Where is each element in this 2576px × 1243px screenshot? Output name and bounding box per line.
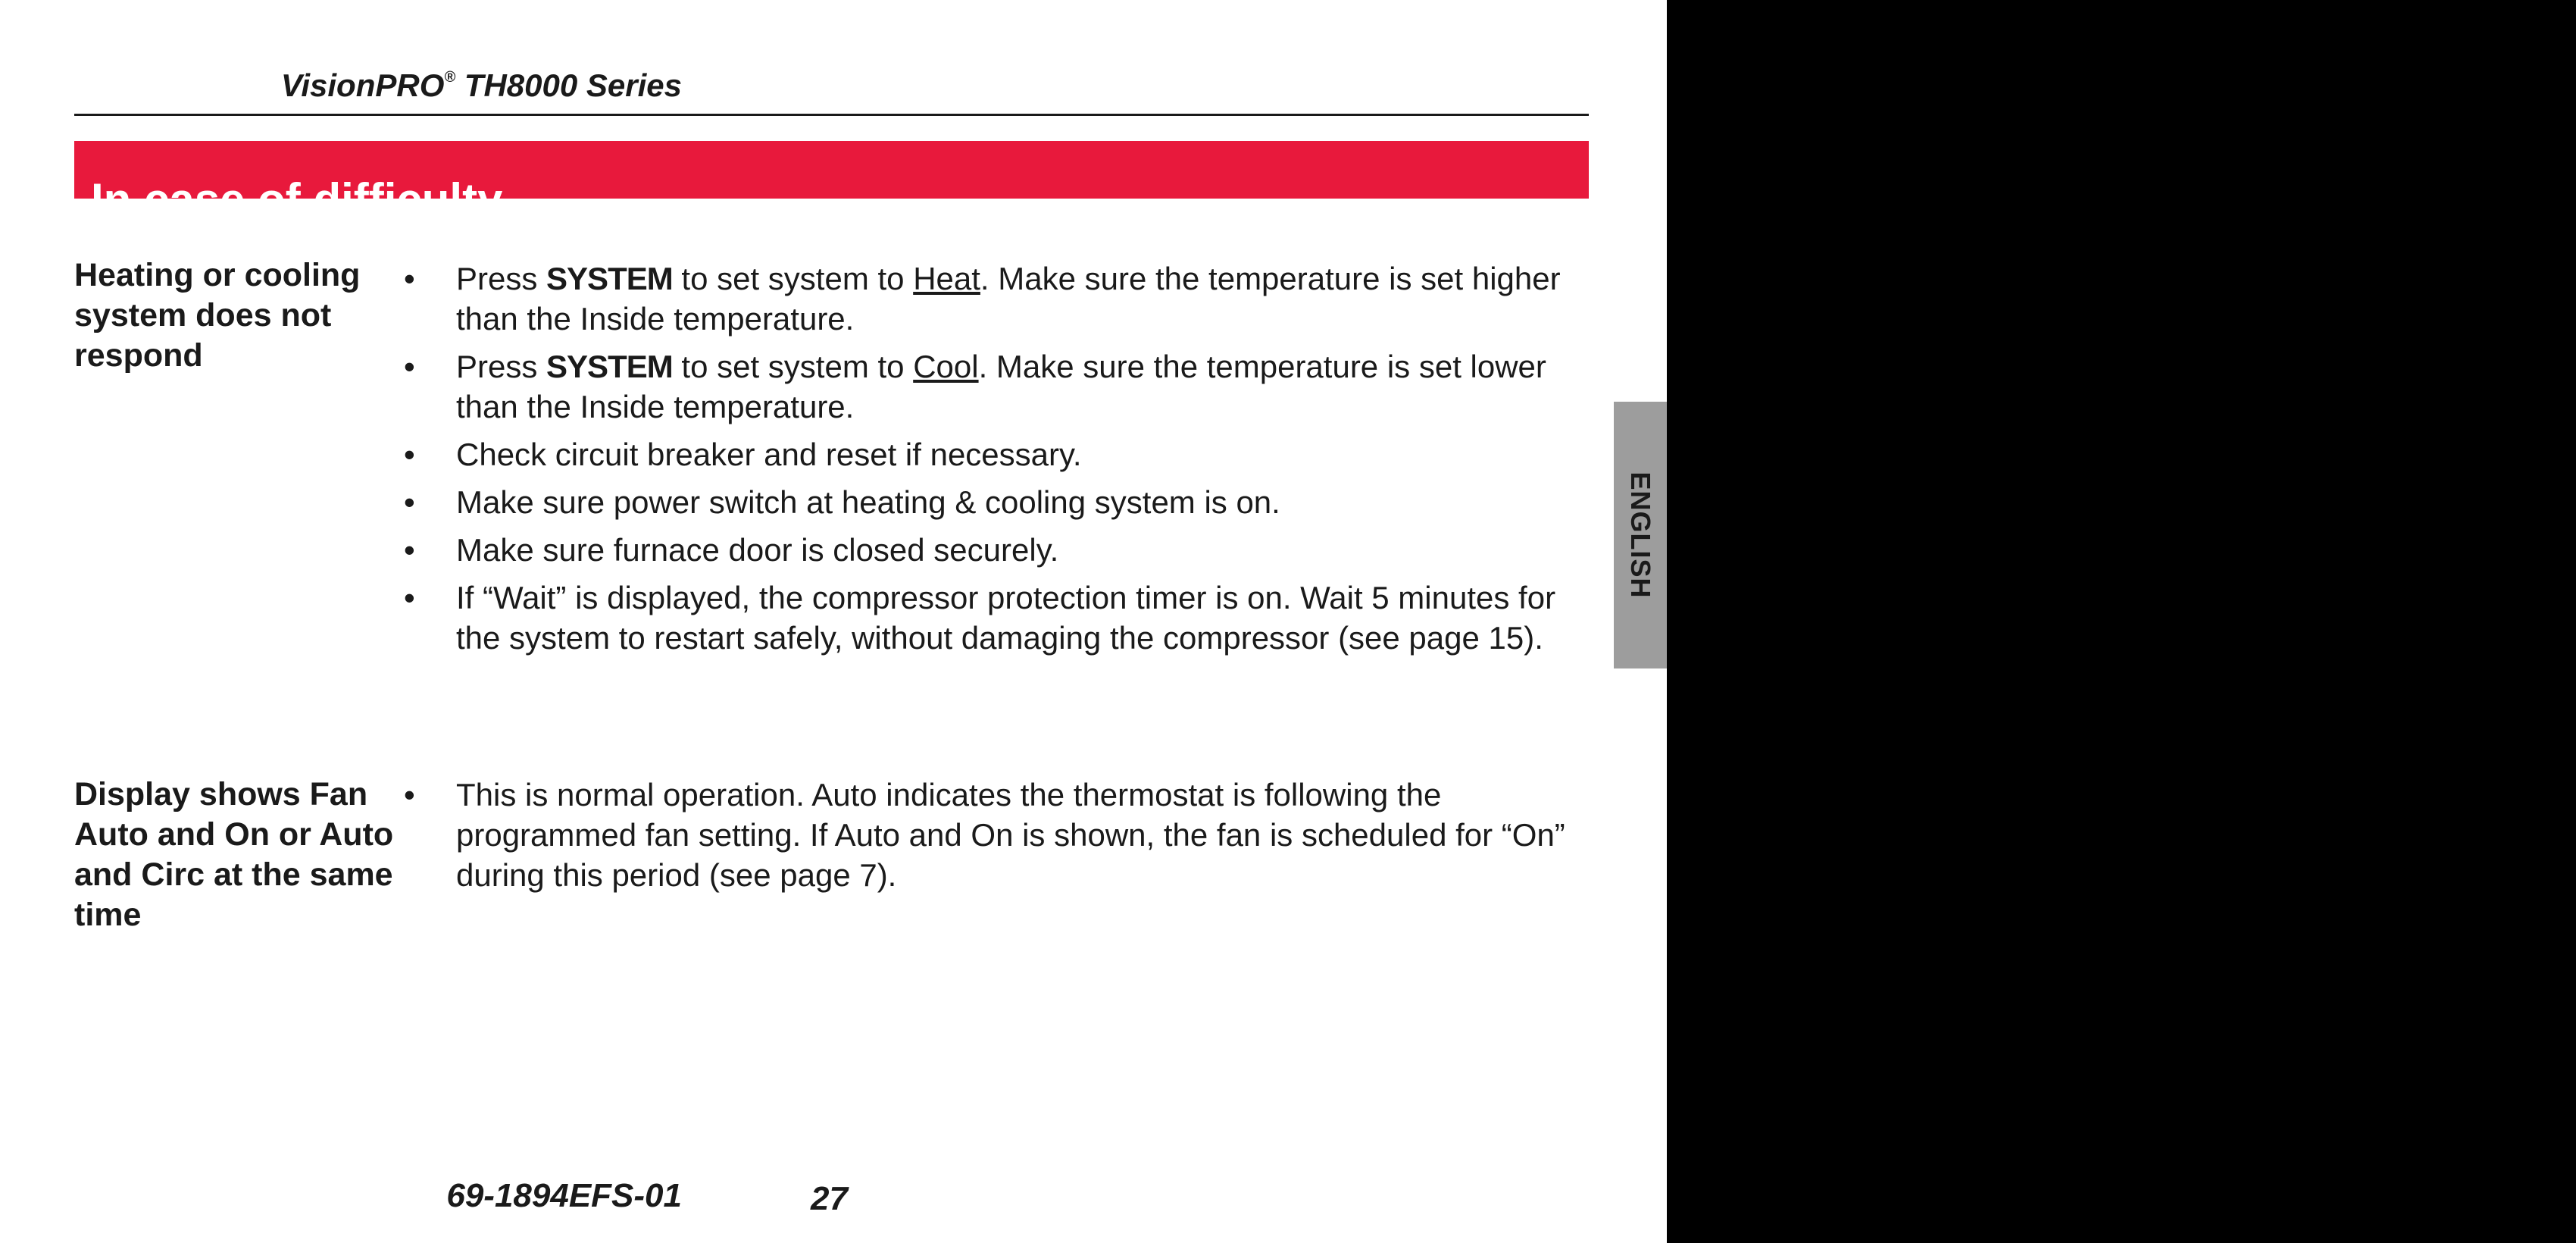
bullet-item [402,775,1599,895]
mode-cool-reference: Cool [913,349,979,384]
section-banner [74,141,1589,226]
bullet-text-part: This is normal operation. Auto indicates the thermostat is following the programmed fan setting. If Auto and On is shown, the fan is scheduled for “On” during this period (see page 7). [456,777,1565,893]
bullet-item [402,258,1599,339]
header-rule [74,114,1589,116]
series-suffix: TH8000 Series [464,67,682,103]
right-black-panel [1667,0,2576,1243]
bullet-text-part: Press [456,349,547,384]
bullet-text-part: to set system to [672,349,914,384]
bullet-item [402,530,1599,570]
bullet-dot: • [404,437,415,472]
mode-heat-reference: Heat [913,261,980,296]
registered-mark: ® [444,69,456,86]
section-title: In case of difficulty [91,174,503,226]
bullet-list-fan-display [402,775,1599,903]
bullet-text-part: to set system to [672,261,914,296]
bullet-dot: • [404,580,415,615]
problem-label-no-response: Heating or cooling system does not respond [74,257,361,374]
system-button-reference: SYSTEM [546,349,673,384]
bullet-item [402,578,1599,658]
series-name: VisionPRO [280,67,445,103]
bullet-text-part: Check circuit breaker and reset if necessary. [456,437,1082,472]
bullet-text-part: Press [456,261,547,296]
language-tab [1614,402,1667,668]
bullet-dot: • [404,532,415,568]
page-number: 27 [811,1180,848,1217]
bullet-dot: • [404,777,415,812]
problem-label-fan-display: Display shows Fan Auto and On or Auto and Circ at the same time [74,776,394,933]
series-title [280,67,682,103]
bullet-text-part: . Make sure the temperature is set lower than the Inside temperature. [456,349,1546,424]
document-code: 69-1894EFS-01 [446,1177,682,1214]
bullet-list-no-response [402,258,1599,665]
bullet-item [402,434,1599,474]
language-tab-label: ENGLISH [1625,471,1656,599]
bullet-dot: • [404,349,415,384]
bullet-text-part: If “Wait” is displayed, the compressor protection timer is on. Wait 5 minutes for the system to restart safely, without damaging the compressor (see page 15). [456,580,1556,656]
bullet-text-part: . Make sure the temperature is set higher than the Inside temperature. [456,261,1561,337]
system-button-reference: SYSTEM [546,261,673,296]
bullet-item [402,346,1599,427]
bullet-text-part: Make sure furnace door is closed securely. [456,532,1059,568]
bullet-item [402,482,1599,522]
bullet-dot: • [404,484,415,520]
bullet-dot: • [404,261,415,296]
bullet-text-part: Make sure power switch at heating & cooling system is on. [456,484,1280,520]
